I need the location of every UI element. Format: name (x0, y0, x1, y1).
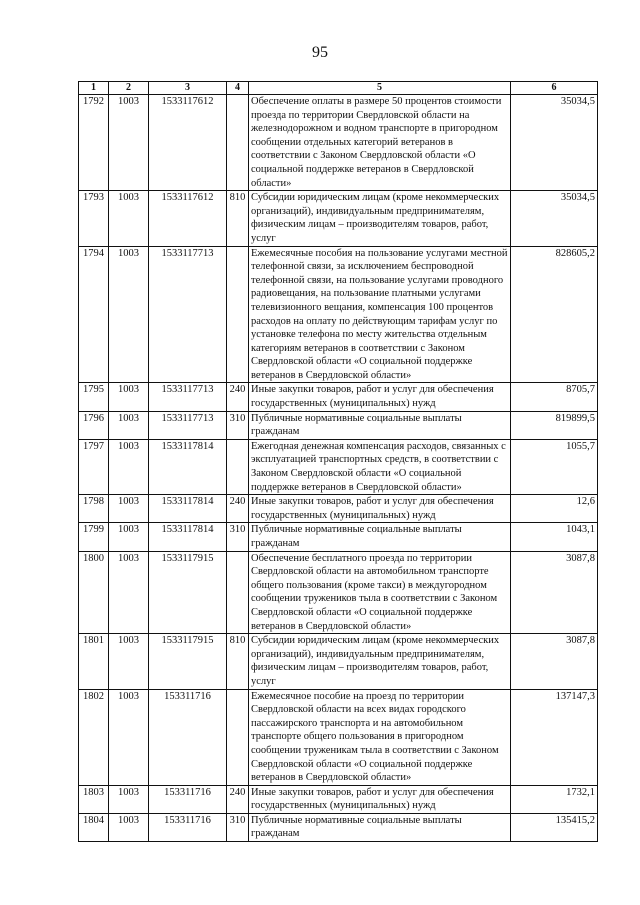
row-amount: 8705,7 (511, 383, 598, 411)
expense-type-code (227, 689, 249, 785)
expense-type-code: 240 (227, 495, 249, 523)
target-article-code: 1533117713 (149, 246, 227, 383)
target-article-code: 1533117915 (149, 551, 227, 634)
expense-type-code (227, 246, 249, 383)
row-number: 1799 (79, 523, 109, 551)
section-code: 1003 (109, 785, 149, 813)
section-code: 1003 (109, 523, 149, 551)
row-amount: 12,6 (511, 495, 598, 523)
table-row (79, 411, 598, 439)
target-article-code: 1533117612 (149, 95, 227, 191)
header-cell: 6 (511, 82, 598, 95)
table-row (79, 191, 598, 246)
target-article-code: 153311716 (149, 785, 227, 813)
target-article-code: 153311716 (149, 689, 227, 785)
row-description: Субсидии юридическим лицам (кроме некоммерческих организаций), индивидуальным предпринимателям, физическим лицам – производителям товаров, работ, услуг (249, 191, 511, 246)
table-row (79, 495, 598, 523)
row-amount: 3087,8 (511, 634, 598, 689)
section-code: 1003 (109, 439, 149, 494)
row-description: Иные закупки товаров, работ и услуг для обеспечения государственных (муниципальных) нужд (249, 495, 511, 523)
row-description: Ежемесячное пособие на проезд по территории Свердловской области на всех видах городского пассажирского транспорта и на автомобильном транспорте общего пользования в пригородном сообщении труженикам тыла в соответствии с Законом Свердловской области «О социальной поддержке ветеранов в Свердловской области» (249, 689, 511, 785)
target-article-code: 153311716 (149, 813, 227, 841)
section-code: 1003 (109, 191, 149, 246)
row-description: Ежегодная денежная компенсация расходов, связанных с эксплуатацией транспортных средств, в соответствии с Законом Свердловской области «О социальной поддержке ветеранов в Свердловской области» (249, 439, 511, 494)
expense-type-code (227, 551, 249, 634)
row-number: 1803 (79, 785, 109, 813)
table-row (79, 439, 598, 494)
row-number: 1800 (79, 551, 109, 634)
row-amount: 135415,2 (511, 813, 598, 841)
header-cell: 4 (227, 82, 249, 95)
expense-type-code: 810 (227, 191, 249, 246)
section-code: 1003 (109, 246, 149, 383)
table-row (79, 246, 598, 383)
page-number: 95 (312, 44, 328, 61)
row-number: 1795 (79, 383, 109, 411)
row-number: 1804 (79, 813, 109, 841)
section-code: 1003 (109, 95, 149, 191)
row-number: 1801 (79, 634, 109, 689)
row-description: Ежемесячные пособия на пользование услугами местной телефонной связи, за исключением беспроводной телефонной связи, на пользование услугами проводного радиовещания, на пользование платными услугами телевизионного вещания, компенсация 100 процентов расходов на оплату по действующим тарифам услуг по установке телефона по месту жительства отдельным категориям ветеранов в соответствии с Законом Свердловской области «О социальной поддержке ветеранов в Свердловской области» (249, 246, 511, 383)
header-cell: 2 (109, 82, 149, 95)
target-article-code: 1533117814 (149, 439, 227, 494)
row-amount: 35034,5 (511, 191, 598, 246)
target-article-code: 1533117713 (149, 383, 227, 411)
table-row (79, 551, 598, 634)
row-amount: 1055,7 (511, 439, 598, 494)
budget-table (78, 81, 598, 842)
row-description: Обеспечение бесплатного проезда по территории Свердловской области на автомобильном транспорте общего пользования (кроме такси) в междугородном сообщении тружеников тыла в соответствии с Законом Свердловской области «О социальной поддержке ветеранов в Свердловской области» (249, 551, 511, 634)
expense-type-code (227, 95, 249, 191)
row-amount: 137147,3 (511, 689, 598, 785)
header-cell: 1 (79, 82, 109, 95)
expense-type-code: 240 (227, 383, 249, 411)
row-description: Субсидии юридическим лицам (кроме некоммерческих организаций), индивидуальным предпринимателям, физическим лицам – производителям товаров, работ, услуг (249, 634, 511, 689)
target-article-code: 1533117814 (149, 523, 227, 551)
row-number: 1802 (79, 689, 109, 785)
table-row (79, 383, 598, 411)
row-amount: 828605,2 (511, 246, 598, 383)
table-row (79, 689, 598, 785)
target-article-code: 1533117713 (149, 411, 227, 439)
section-code: 1003 (109, 813, 149, 841)
header-cell: 3 (149, 82, 227, 95)
expense-type-code: 240 (227, 785, 249, 813)
table-row (79, 634, 598, 689)
row-description: Иные закупки товаров, работ и услуг для обеспечения государственных (муниципальных) нужд (249, 785, 511, 813)
section-code: 1003 (109, 634, 149, 689)
row-number: 1794 (79, 246, 109, 383)
table-row (79, 785, 598, 813)
row-amount: 35034,5 (511, 95, 598, 191)
header-row (79, 82, 598, 95)
table-row (79, 95, 598, 191)
expense-type-code: 310 (227, 411, 249, 439)
expense-type-code: 310 (227, 813, 249, 841)
expense-type-code: 310 (227, 523, 249, 551)
target-article-code: 1533117814 (149, 495, 227, 523)
row-description: Публичные нормативные социальные выплаты гражданам (249, 411, 511, 439)
section-code: 1003 (109, 411, 149, 439)
row-number: 1797 (79, 439, 109, 494)
row-description: Иные закупки товаров, работ и услуг для обеспечения государственных (муниципальных) нужд (249, 383, 511, 411)
target-article-code: 1533117612 (149, 191, 227, 246)
row-amount: 3087,8 (511, 551, 598, 634)
header-cell: 5 (249, 82, 511, 95)
expense-type-code: 810 (227, 634, 249, 689)
table-row (79, 523, 598, 551)
row-number: 1796 (79, 411, 109, 439)
section-code: 1003 (109, 689, 149, 785)
section-code: 1003 (109, 551, 149, 634)
row-number: 1792 (79, 95, 109, 191)
row-amount: 1732,1 (511, 785, 598, 813)
expense-type-code (227, 439, 249, 494)
row-description: Обеспечение оплаты в размере 50 процентов стоимости проезда по территории Свердловской области на железнодорожном и водном транспорте в пригородном сообщении отдельных категорий ветеранов в соответствии с Законом Свердловской области «О социальной поддержке ветеранов в Свердловской области» (249, 95, 511, 191)
row-amount: 819899,5 (511, 411, 598, 439)
section-code: 1003 (109, 495, 149, 523)
row-description: Публичные нормативные социальные выплаты гражданам (249, 813, 511, 841)
row-description: Публичные нормативные социальные выплаты гражданам (249, 523, 511, 551)
row-number: 1793 (79, 191, 109, 246)
table-row (79, 813, 598, 841)
row-amount: 1043,1 (511, 523, 598, 551)
row-number: 1798 (79, 495, 109, 523)
target-article-code: 1533117915 (149, 634, 227, 689)
section-code: 1003 (109, 383, 149, 411)
